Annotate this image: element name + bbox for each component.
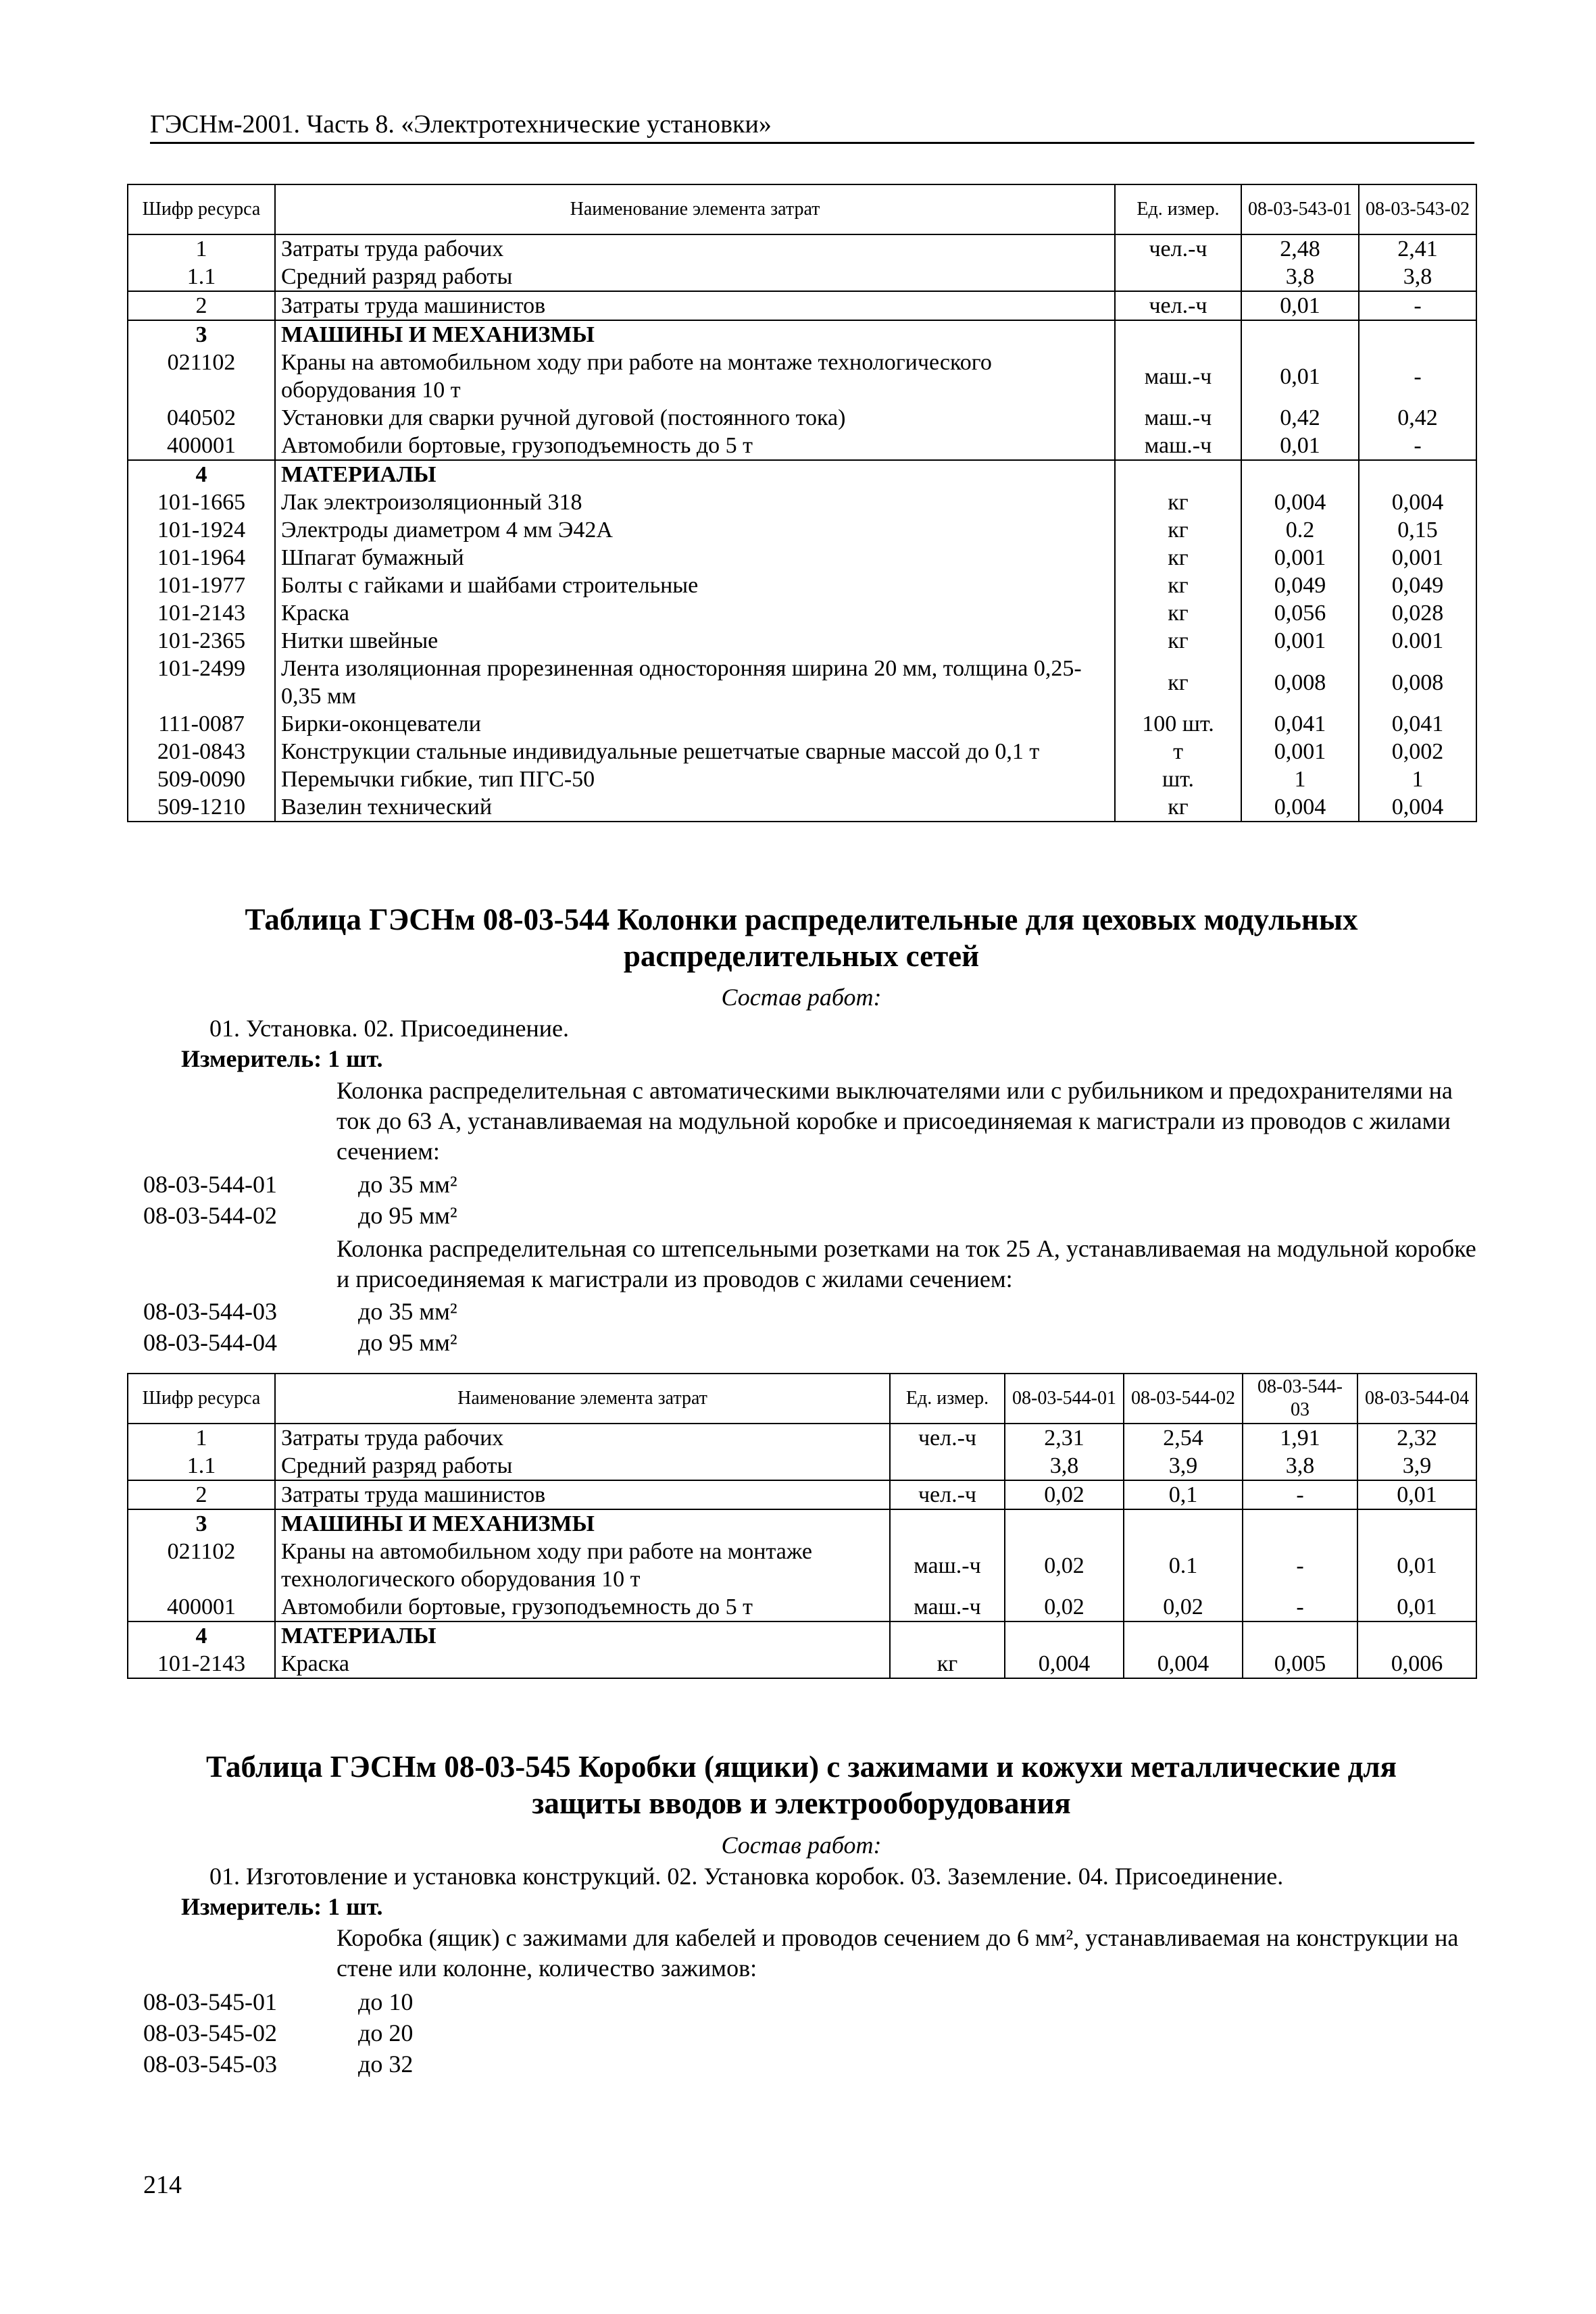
- value-544-01: 0,02: [1005, 1480, 1124, 1509]
- table-row: [128, 1452, 1476, 1480]
- value-543-02: 2,41: [1359, 234, 1476, 263]
- table-row: [128, 1509, 1476, 1538]
- value-544-02: 0,004: [1124, 1650, 1243, 1678]
- value-544-03: -: [1243, 1593, 1357, 1621]
- value-543-02: 0,008: [1359, 655, 1476, 710]
- value-543-01: 0,049: [1241, 572, 1359, 599]
- value-544-03: [1243, 1621, 1357, 1650]
- table-row: [128, 488, 1476, 516]
- value-543-01: 0,01: [1241, 432, 1359, 460]
- cost-item-name: Нитки швейные: [275, 627, 1115, 655]
- norm-description: до 10: [358, 1988, 414, 2015]
- measure-unit: Измеритель: 1 шт.: [181, 1045, 383, 1072]
- cost-item-name: Лак электроизоляционный 318: [275, 488, 1115, 516]
- value-543-01: [1241, 320, 1359, 349]
- table-row: [128, 1621, 1476, 1650]
- value-543-02: 0,049: [1359, 572, 1476, 599]
- value-543-01: 0,008: [1241, 655, 1359, 710]
- value-544-01: 2,31: [1005, 1424, 1124, 1452]
- value-543-02: [1359, 320, 1476, 349]
- unit-cell: [1115, 263, 1241, 291]
- code-list-545: [143, 1986, 413, 2080]
- norm-description: до 95 мм²: [358, 1202, 457, 1229]
- cost-item-name: Установки для сварки ручной дуговой (постоянного тока): [275, 404, 1115, 432]
- unit-cell: [890, 1509, 1005, 1538]
- unit-cell: чел.-ч: [1115, 291, 1241, 320]
- cost-item-name: МАШИНЫ И МЕХАНИЗМЫ: [275, 1509, 890, 1538]
- resource-code: 509-0090: [128, 765, 275, 793]
- value-543-01: 0,004: [1241, 488, 1359, 516]
- unit-cell: 100 шт.: [1115, 710, 1241, 738]
- value-543-02: -: [1359, 291, 1476, 320]
- norm-description: до 35 мм²: [358, 1298, 457, 1325]
- unit-cell: т: [1115, 738, 1241, 765]
- value-544-04: [1357, 1509, 1476, 1538]
- value-544-02: [1124, 1621, 1243, 1650]
- unit-cell: чел.-ч: [1115, 234, 1241, 263]
- value-544-01: 0,02: [1005, 1593, 1124, 1621]
- table-row: [128, 1480, 1476, 1509]
- cost-item-name: Средний разряд работы: [275, 1452, 890, 1480]
- table-row: [128, 627, 1476, 655]
- resource-code: 101-2143: [128, 1650, 275, 1678]
- cost-item-name: МАТЕРИАЛЫ: [275, 1621, 890, 1650]
- resource-code: 101-1977: [128, 572, 275, 599]
- value-543-02: 0,15: [1359, 516, 1476, 544]
- cost-table-544: [127, 1373, 1477, 1679]
- code-list-item: [143, 2048, 413, 2080]
- table-row: [128, 234, 1476, 263]
- value-544-02: 0,02: [1124, 1593, 1243, 1621]
- table-row: [128, 655, 1476, 710]
- value-544-01: 0,004: [1005, 1650, 1124, 1678]
- code-list-item: [143, 1200, 457, 1231]
- value-543-02: -: [1359, 432, 1476, 460]
- table-row: [128, 263, 1476, 291]
- value-543-02: 0,001: [1359, 544, 1476, 572]
- cost-item-name: Вазелин технический: [275, 793, 1115, 822]
- norm-code: 08-03-544-03: [143, 1298, 277, 1325]
- resource-code: 3: [128, 320, 275, 349]
- resource-code: 111-0087: [128, 710, 275, 738]
- table-row: [128, 460, 1476, 488]
- norm-code: 08-03-544-01: [143, 1171, 277, 1198]
- resource-code: 201-0843: [128, 738, 275, 765]
- norm-code: 08-03-544-04: [143, 1329, 277, 1356]
- resource-code: 101-1924: [128, 516, 275, 544]
- value-543-01: 1: [1241, 765, 1359, 793]
- table-row: [128, 738, 1476, 765]
- unit-cell: чел.-ч: [890, 1424, 1005, 1452]
- header-name: Наименование элемента затрат: [275, 184, 1115, 234]
- unit-cell: маш.-ч: [890, 1538, 1005, 1593]
- value-544-03: 0,005: [1243, 1650, 1357, 1678]
- unit-cell: [890, 1452, 1005, 1480]
- value-544-02: [1124, 1509, 1243, 1538]
- value-543-01: 3,8: [1241, 263, 1359, 291]
- cost-item-name: Болты с гайками и шайбами строительные: [275, 572, 1115, 599]
- unit-cell: шт.: [1115, 765, 1241, 793]
- value-544-01: [1005, 1509, 1124, 1538]
- unit-cell: кг: [1115, 655, 1241, 710]
- description-545: Коробка (ящик) с зажимами для кабелей и проводов сечением до 6 мм², устанавливаемая на конструкции на стене или колонне, количество зажимов:: [336, 1924, 1459, 1982]
- header-unit: Ед. измер.: [1115, 184, 1241, 234]
- table-row: [128, 291, 1476, 320]
- resource-code: 101-1964: [128, 544, 275, 572]
- running-header: ГЭСНм-2001. Часть 8. «Электротехнические установки»: [150, 109, 1474, 144]
- cost-item-name: Электроды диаметром 4 мм Э42А: [275, 516, 1115, 544]
- norm-description: до 95 мм²: [358, 1329, 457, 1356]
- cost-item-name: Затраты труда рабочих: [275, 234, 1115, 263]
- table-row: [128, 320, 1476, 349]
- table-row: [128, 1650, 1476, 1678]
- value-544-04: [1357, 1621, 1476, 1650]
- unit-cell: [1115, 460, 1241, 488]
- cost-item-name: МАШИНЫ И МЕХАНИЗМЫ: [275, 320, 1115, 349]
- value-544-02: 0.1: [1124, 1538, 1243, 1593]
- value-544-01: 3,8: [1005, 1452, 1124, 1480]
- value-544-04: 0,01: [1357, 1538, 1476, 1593]
- resource-code: 021102: [128, 349, 275, 404]
- value-543-02: 0.001: [1359, 627, 1476, 655]
- unit-cell: кг: [1115, 627, 1241, 655]
- table-row: [128, 432, 1476, 460]
- resource-code: 2: [128, 1480, 275, 1509]
- table-row: [128, 544, 1476, 572]
- cost-item-name: Краска: [275, 599, 1115, 627]
- description-544-group2: Колонка распределительная со штепсельными розетками на ток 25 А, устанавливаемая на модульной коробке и присоединяемая к магистрали из проводов с жилами сечением:: [336, 1235, 1476, 1292]
- header-unit: Ед. измер.: [890, 1374, 1005, 1424]
- cost-item-name: Автомобили бортовые, грузоподъемность до 5 т: [275, 432, 1115, 460]
- value-543-02: 0,42: [1359, 404, 1476, 432]
- table-545-title: [127, 1749, 1476, 1821]
- unit-cell: кг: [1115, 488, 1241, 516]
- norm-code: 08-03-545-01: [143, 1988, 277, 2015]
- cost-item-name: Краны на автомобильном ходу при работе на монтаже технологического оборудования 10 т: [275, 349, 1115, 404]
- value-543-01: 0,056: [1241, 599, 1359, 627]
- work-composition-heading: Состав работ:: [721, 984, 882, 1011]
- cost-item-name: Бирки-оконцеватели: [275, 710, 1115, 738]
- table-row: [128, 793, 1476, 822]
- value-543-01: 0,01: [1241, 291, 1359, 320]
- cost-item-name: Краны на автомобильном ходу при работе на монтаже технологического оборудования 10 т: [275, 1538, 890, 1593]
- unit-cell: кг: [890, 1650, 1005, 1678]
- cost-item-name: Краска: [275, 1650, 890, 1678]
- norm-code: 08-03-545-03: [143, 2051, 277, 2078]
- table-545-title-line2: защиты вводов и электрооборудования: [532, 1786, 1071, 1820]
- work-composition-text-545: 01. Изготовление и установка конструкций. 02. Установка коробок. 03. Заземление. 04. Присоединение.: [209, 1863, 1284, 1890]
- table-544-title-line1: Таблица ГЭСНм 08-03-544 Колонки распределительные для цеховых модульных: [245, 903, 1358, 936]
- resource-code: 3: [128, 1509, 275, 1538]
- value-543-01: 0,004: [1241, 793, 1359, 822]
- code-list-item: [143, 1327, 457, 1358]
- norm-description: до 35 мм²: [358, 1171, 457, 1198]
- value-543-01: 0,041: [1241, 710, 1359, 738]
- value-543-02: 0,002: [1359, 738, 1476, 765]
- code-list-item: [143, 1986, 413, 2017]
- norm-description: до 32: [358, 2051, 414, 2078]
- table-row: [128, 572, 1476, 599]
- resource-code: 2: [128, 291, 275, 320]
- cost-item-name: Автомобили бортовые, грузоподъемность до 5 т: [275, 1593, 890, 1621]
- table-545-title-line1: Таблица ГЭСНм 08-03-545 Коробки (ящики) с зажимами и кожухи металлические для: [206, 1750, 1397, 1784]
- resource-code: 101-2365: [128, 627, 275, 655]
- norm-code: 08-03-545-02: [143, 2019, 277, 2046]
- cost-item-name: Шпагат бумажный: [275, 544, 1115, 572]
- unit-cell: маш.-ч: [890, 1593, 1005, 1621]
- unit-cell: [890, 1621, 1005, 1650]
- code-list-544-group2: [143, 1296, 457, 1358]
- value-544-04: 3,9: [1357, 1452, 1476, 1480]
- code-list-item: [143, 2017, 413, 2048]
- cost-item-name: Средний разряд работы: [275, 263, 1115, 291]
- table-row: [128, 404, 1476, 432]
- cost-item-name: Затраты труда машинистов: [275, 291, 1115, 320]
- cost-item-name: Перемычки гибкие, тип ПГС-50: [275, 765, 1115, 793]
- value-543-02: 1: [1359, 765, 1476, 793]
- value-543-01: 0,01: [1241, 349, 1359, 404]
- measure-unit-545: Измеритель: 1 шт.: [181, 1893, 383, 1920]
- value-544-02: 0,1: [1124, 1480, 1243, 1509]
- code-list-item: [143, 1169, 457, 1200]
- header-col-543-01: 08-03-543-01: [1241, 184, 1359, 234]
- unit-cell: кг: [1115, 599, 1241, 627]
- norm-description: до 20: [358, 2019, 414, 2046]
- value-543-02: 0,004: [1359, 793, 1476, 822]
- header-name: Наименование элемента затрат: [275, 1374, 890, 1424]
- resource-code: 4: [128, 460, 275, 488]
- resource-code: 1.1: [128, 263, 275, 291]
- value-543-01: [1241, 460, 1359, 488]
- unit-cell: маш.-ч: [1115, 349, 1241, 404]
- table-row: [128, 349, 1476, 404]
- table-row: [128, 516, 1476, 544]
- unit-cell: чел.-ч: [890, 1480, 1005, 1509]
- table-544-title-line2: распределительных сетей: [623, 939, 980, 973]
- value-543-02: 0,041: [1359, 710, 1476, 738]
- resource-code: 101-1665: [128, 488, 275, 516]
- resource-code: 400001: [128, 432, 275, 460]
- unit-cell: кг: [1115, 544, 1241, 572]
- value-543-01: 0.2: [1241, 516, 1359, 544]
- resource-code: 400001: [128, 1593, 275, 1621]
- unit-cell: [1115, 320, 1241, 349]
- value-544-04: 0,006: [1357, 1650, 1476, 1678]
- value-543-01: 0,001: [1241, 738, 1359, 765]
- resource-code: 101-2499: [128, 655, 275, 710]
- cost-item-name: МАТЕРИАЛЫ: [275, 460, 1115, 488]
- description-544-group1: Колонка распределительная с автоматическими выключателями или с рубильником и предохранителями на ток до 63 А, устанавливаемая на модульной коробке и присоединяемая к магистрали из проводов с жилами сечением:: [336, 1077, 1453, 1165]
- cost-table-543: [127, 184, 1477, 822]
- value-544-03: -: [1243, 1480, 1357, 1509]
- value-544-03: -: [1243, 1538, 1357, 1593]
- value-544-04: 2,32: [1357, 1424, 1476, 1452]
- code-list-item: [143, 1296, 457, 1327]
- value-544-01: [1005, 1621, 1124, 1650]
- header-code: Шифр ресурса: [128, 184, 275, 234]
- value-543-01: 0,001: [1241, 544, 1359, 572]
- code-list-544-group1: [143, 1169, 457, 1231]
- resource-code: 4: [128, 1621, 275, 1650]
- unit-cell: маш.-ч: [1115, 404, 1241, 432]
- value-543-02: [1359, 460, 1476, 488]
- table-row: [128, 1538, 1476, 1593]
- cost-item-name: Затраты труда машинистов: [275, 1480, 890, 1509]
- header-col-543-02: 08-03-543-02: [1359, 184, 1476, 234]
- unit-cell: кг: [1115, 516, 1241, 544]
- header-code: Шифр ресурса: [128, 1374, 275, 1424]
- value-543-02: 0,028: [1359, 599, 1476, 627]
- value-543-01: 0,42: [1241, 404, 1359, 432]
- unit-cell: кг: [1115, 572, 1241, 599]
- resource-code: 1: [128, 1424, 275, 1452]
- header-col-544-04: 08-03-544-04: [1357, 1374, 1476, 1424]
- work-composition-text: 01. Установка. 02. Присоединение.: [209, 1015, 570, 1042]
- value-544-02: 3,9: [1124, 1452, 1243, 1480]
- unit-cell: маш.-ч: [1115, 432, 1241, 460]
- resource-code: 509-1210: [128, 793, 275, 822]
- value-544-03: [1243, 1509, 1357, 1538]
- value-544-03: 1,91: [1243, 1424, 1357, 1452]
- unit-cell: кг: [1115, 793, 1241, 822]
- value-544-03: 3,8: [1243, 1452, 1357, 1480]
- cost-item-name: Конструкции стальные индивидуальные решетчатые сварные массой до 0,1 т: [275, 738, 1115, 765]
- table-row: [128, 765, 1476, 793]
- value-544-04: 0,01: [1357, 1480, 1476, 1509]
- resource-code: 040502: [128, 404, 275, 432]
- page-number: 214: [143, 2171, 182, 2199]
- header-col-544-03: 08-03-544-03: [1243, 1374, 1357, 1424]
- table-row: [128, 1593, 1476, 1621]
- work-composition-heading-545: Состав работ:: [721, 1832, 882, 1859]
- resource-code: 1: [128, 234, 275, 263]
- value-543-02: 3,8: [1359, 263, 1476, 291]
- value-543-02: 0,004: [1359, 488, 1476, 516]
- value-544-01: 0,02: [1005, 1538, 1124, 1593]
- header-col-544-02: 08-03-544-02: [1124, 1374, 1243, 1424]
- table-544-title: [127, 901, 1476, 974]
- table-row: [128, 1424, 1476, 1452]
- resource-code: 021102: [128, 1538, 275, 1593]
- norm-code: 08-03-544-02: [143, 1202, 277, 1229]
- value-543-01: 2,48: [1241, 234, 1359, 263]
- cost-item-name: Лента изоляционная прорезиненная односторонняя ширина 20 мм, толщина 0,25-0,35 мм: [275, 655, 1115, 710]
- value-543-02: -: [1359, 349, 1476, 404]
- value-544-04: 0,01: [1357, 1593, 1476, 1621]
- value-544-02: 2,54: [1124, 1424, 1243, 1452]
- table-row: [128, 710, 1476, 738]
- value-543-01: 0,001: [1241, 627, 1359, 655]
- table-row: [128, 599, 1476, 627]
- header-col-544-01: 08-03-544-01: [1005, 1374, 1124, 1424]
- resource-code: 1.1: [128, 1452, 275, 1480]
- resource-code: 101-2143: [128, 599, 275, 627]
- cost-item-name: Затраты труда рабочих: [275, 1424, 890, 1452]
